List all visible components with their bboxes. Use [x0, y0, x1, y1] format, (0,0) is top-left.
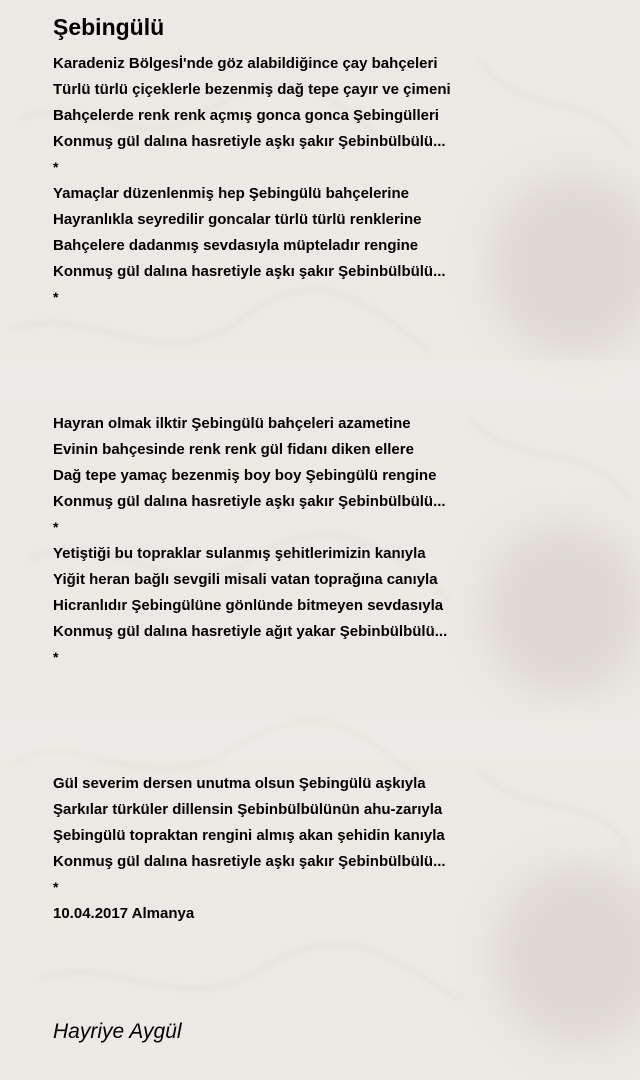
poem-line: Türlü türlü çiçeklerle bezenmiş dağ tepe çayır ve çimeni	[53, 81, 451, 98]
poem-line: Hicranlıdır Şebingülüne gönlünde bitmeyen sevdasıyla	[53, 597, 444, 614]
poem-line: Şarkılar türküler dillensin Şebinbülbülünün ahu-zarıyla	[53, 801, 443, 818]
poem-date: 10.04.2017 Almanya	[53, 905, 195, 922]
stanza-separator: *	[53, 289, 59, 305]
poem-line: Yiğit heran bağlı sevgili misali vatan toprağına canıyla	[53, 571, 438, 588]
poem-line: Konmuş gül dalına hasretiyle aşkı şakır Şebinbülbülü...	[53, 853, 446, 870]
stanza-separator: *	[53, 519, 59, 535]
poem-line: Hayranlıkla seyredilir goncalar türlü türlü renklerine	[53, 211, 422, 228]
stanza-separator: *	[53, 649, 59, 665]
poem-line: Konmuş gül dalına hasretiyle aşkı şakır Şebinbülbülü...	[53, 493, 446, 510]
poem-block-1	[53, 51, 623, 311]
poem-line: Şebingülü topraktan rengini almış akan şehidin kanıyla	[53, 827, 445, 844]
poem-block-2	[53, 411, 623, 671]
poem-line: Evinin bahçesinde renk renk gül fidanı diken ellere	[53, 441, 414, 458]
author-signature: Hayriye Aygül	[53, 1020, 182, 1043]
poem-block-3	[53, 771, 623, 927]
poem-line: Hayran olmak ilktir Şebingülü bahçeleri azametine	[53, 415, 411, 432]
poem-line: Dağ tepe yamaç bezenmiş boy boy Şebingülü rengine	[53, 467, 437, 484]
stanza-separator: *	[53, 159, 59, 175]
poem-line: Bahçelerde renk renk açmış gonca gonca Şebingülleri	[53, 107, 439, 124]
poem-line: Gül severim dersen unutma olsun Şebingülü aşkıyla	[53, 775, 426, 792]
stanza-separator: *	[53, 879, 59, 895]
poem-line: Yamaçlar düzenlenmiş hep Şebingülü bahçelerine	[53, 185, 409, 202]
poem-line: Konmuş gül dalına hasretiyle aşkı şakır Şebinbülbülü...	[53, 133, 446, 150]
poem-line: Bahçelere dadanmış sevdasıyla müpteladır rengine	[53, 237, 419, 254]
poem-line: Yetiştiği bu topraklar sulanmış şehitlerimizin kanıyla	[53, 545, 426, 562]
poem-title: Şebingülü	[53, 14, 165, 40]
poem-line: Karadeniz Bölgesİ'nde göz alabildiğince çay bahçeleri	[53, 55, 438, 72]
poem-line: Konmuş gül dalına hasretiyle aşkı şakır Şebinbülbülü...	[53, 263, 446, 280]
poem-line: Konmuş gül dalına hasretiyle ağıt yakar Şebinbülbülü...	[53, 623, 448, 640]
